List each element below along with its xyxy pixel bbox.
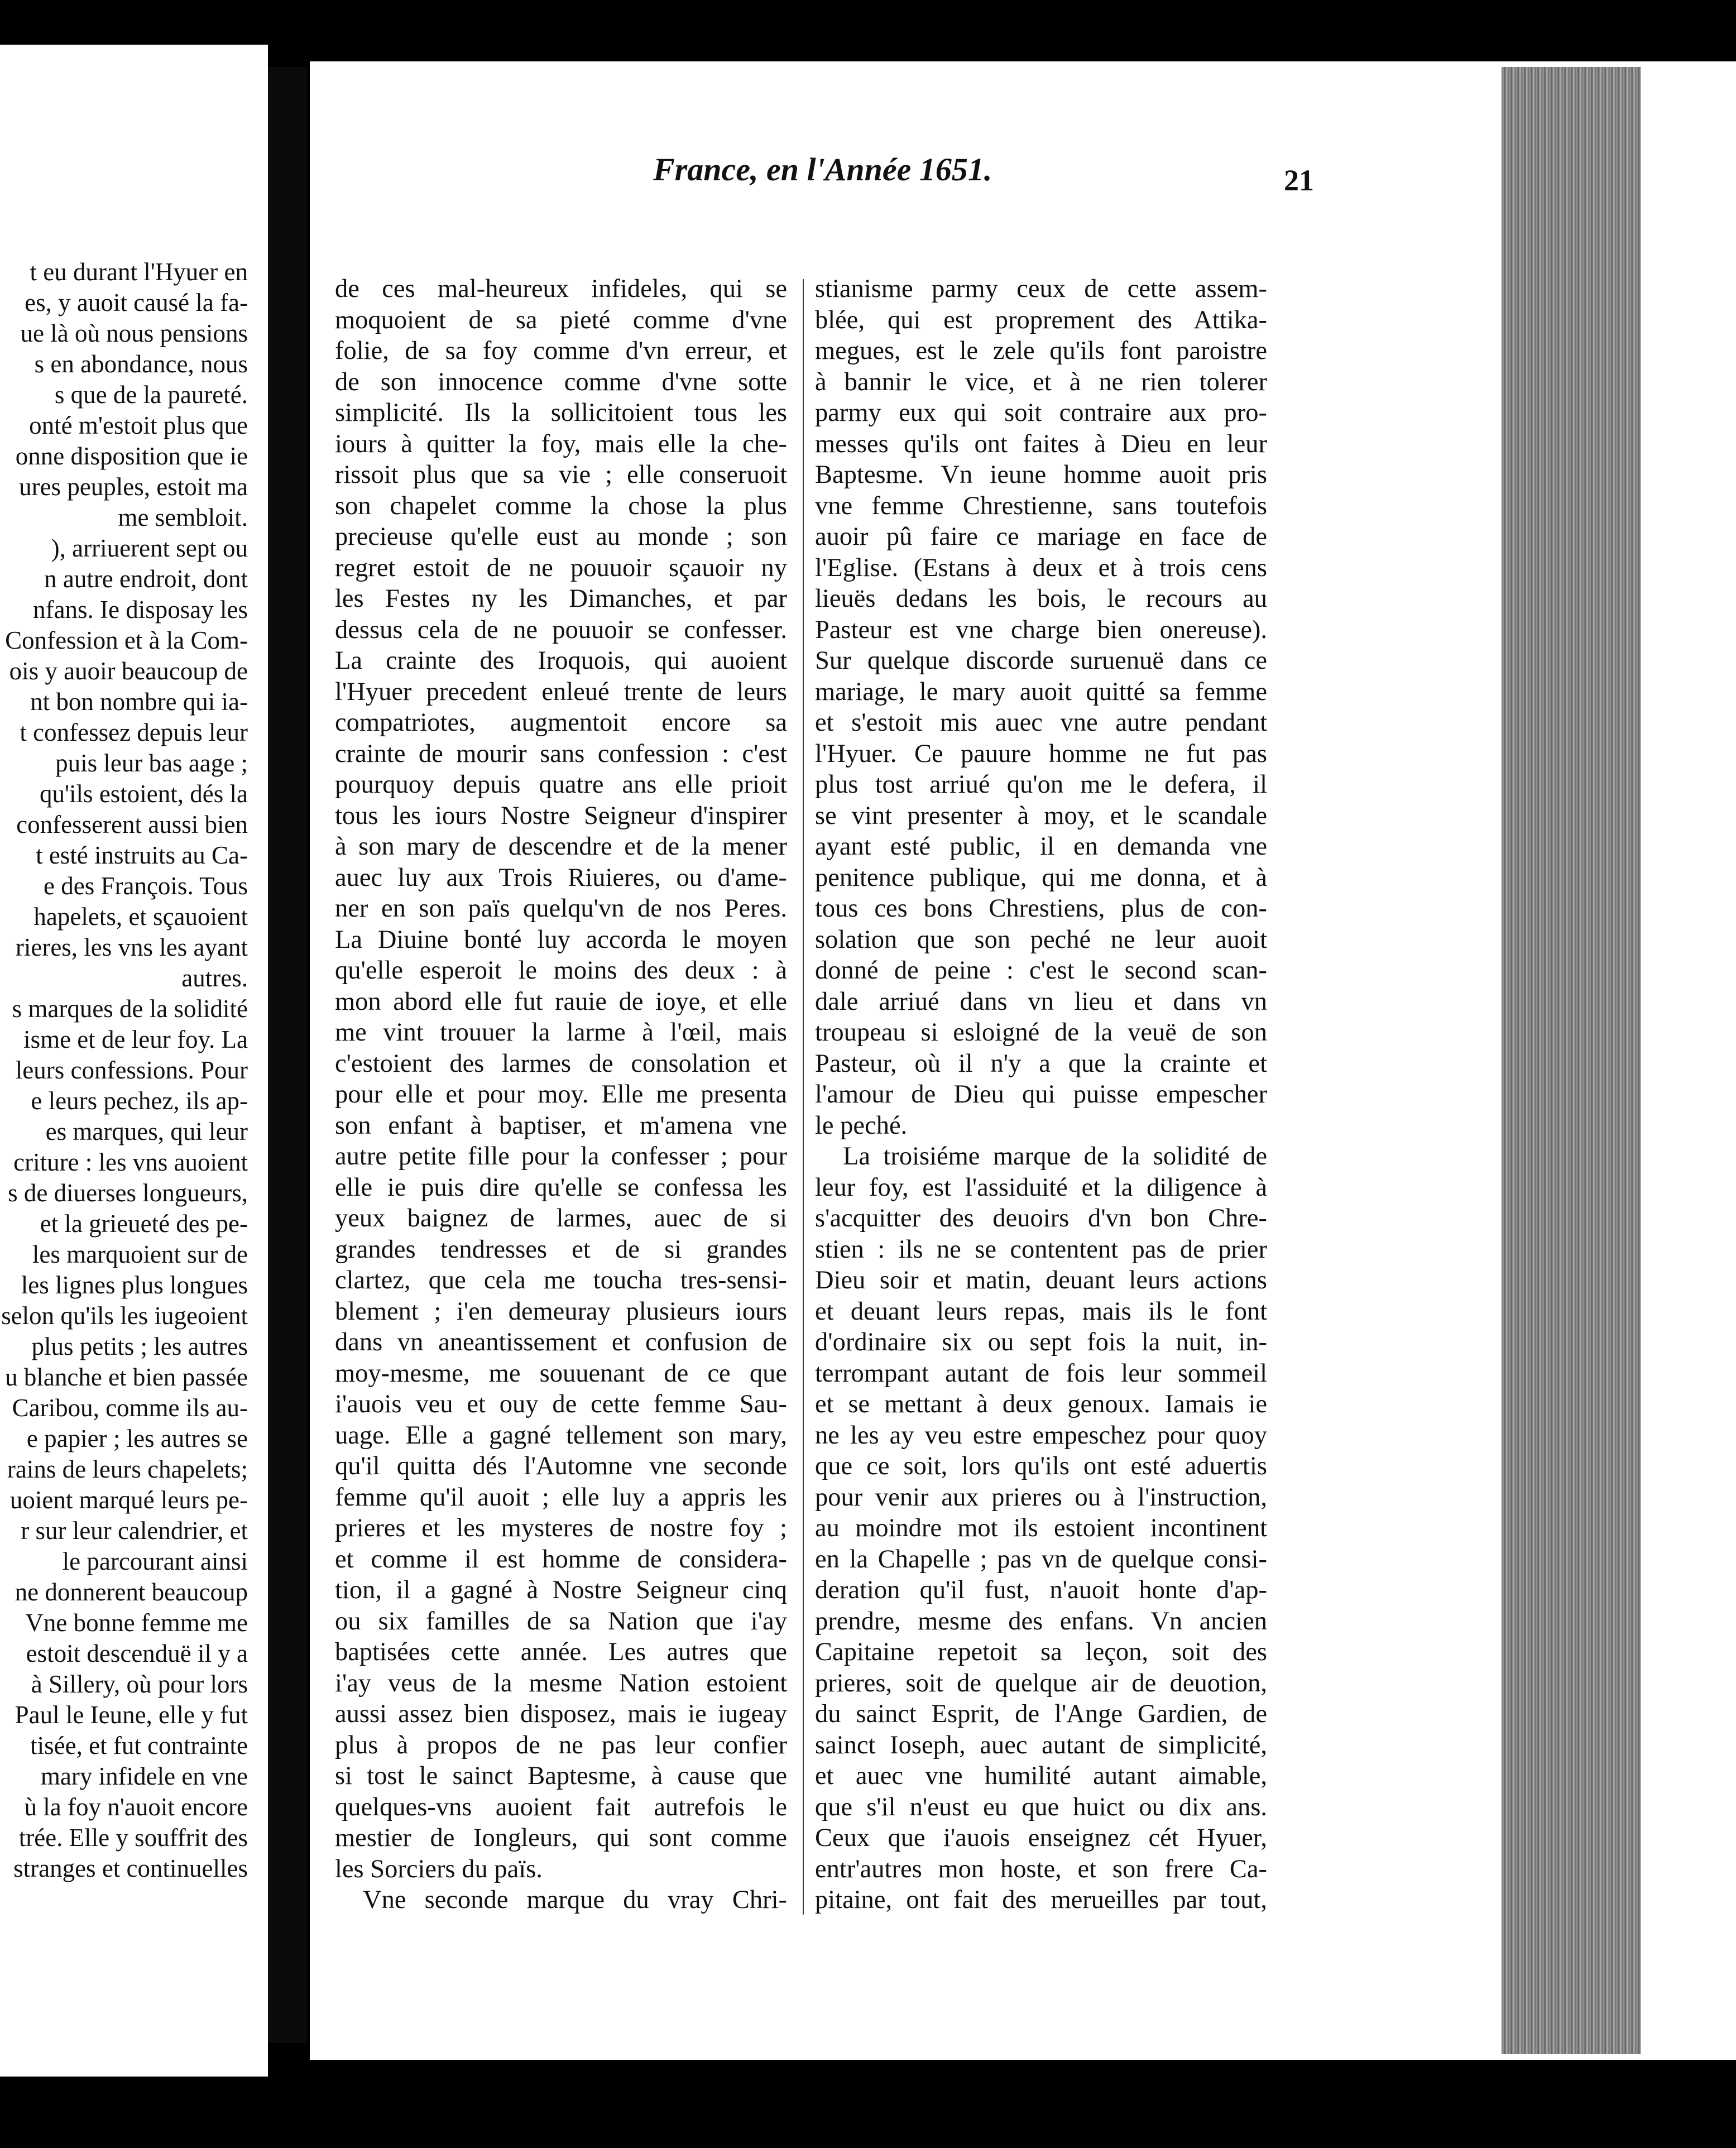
text-line: les Festes ny les Dimanches, et par — [335, 584, 787, 613]
text-line: criture : les vns auoient — [13, 1148, 248, 1176]
text-line: vne femme Chrestienne, sans toutefois — [815, 491, 1267, 520]
text-line: stranges et continuelles — [13, 1854, 248, 1882]
text-line: tion, il a gagné à Nostre Seigneur cinq — [335, 1576, 787, 1604]
text-line: ois y auoir beaucoup de — [9, 657, 248, 685]
text-line: moquoient de sa pieté comme d'vne — [335, 305, 787, 334]
text-line: simplicité. Ils la sollicitoient tous les — [335, 399, 787, 427]
text-line: Pasteur est vne charge bien onereuse). — [815, 615, 1267, 644]
text-line: e papier ; les autres se — [26, 1425, 248, 1452]
text-line: e des François. Tous — [44, 872, 248, 900]
text-line: uoient marqué leurs pe- — [9, 1486, 248, 1514]
text-line: les marquoient sur de — [32, 1240, 248, 1268]
text-line: qu'ils estoient, dés la — [39, 780, 248, 808]
text-column-left — [335, 274, 787, 1916]
text-line: Ceux que i'auois enseignez cét Hyuer, — [815, 1824, 1267, 1852]
text-line: isme et de leur foy. La — [23, 1025, 248, 1053]
text-line: auoir pû faire ce mariage en face de — [815, 522, 1267, 551]
text-line: et comme il est homme de considera- — [335, 1545, 787, 1574]
text-line: hapelets, et sçauoient — [33, 903, 248, 931]
text-line: mestier de Iongleurs, qui sont comme — [335, 1824, 787, 1852]
text-line: plus à propos de ne pas leur confier — [335, 1730, 787, 1759]
text-line: rissoit plus que sa vie ; elle conseruoit — [335, 461, 787, 489]
text-line: elle ie puis dire qu'elle se confessa les — [335, 1173, 787, 1202]
text-line: nfans. Ie disposay les — [33, 596, 248, 624]
text-line: auec luy aux Trois Riuieres, ou d'ame- — [335, 863, 787, 892]
text-line: et la grieueté des pe- — [40, 1210, 248, 1238]
text-line: stianisme parmy ceux de cette assem- — [815, 275, 1267, 303]
text-line: de ces mal-heureux infideles, qui se — [335, 275, 787, 303]
text-line: l'amour de Dieu qui puisse empescher — [815, 1080, 1267, 1109]
text-line: plus tost arriué qu'on me le defera, il — [815, 770, 1267, 799]
text-line: en la Chapelle ; pas vn de quelque consi- — [815, 1545, 1267, 1574]
text-line: t eu durant l'Hyuer en — [30, 258, 248, 286]
text-line: Caribou, comme ils au- — [12, 1394, 248, 1422]
text-line: regret estoit de ne pouuoir sçauoir ny — [335, 553, 787, 582]
text-line: son enfant à baptiser, et m'amena vne — [335, 1111, 787, 1140]
text-line: et s'estoit mis auec vne autre pendant — [815, 708, 1267, 737]
text-line: leurs confessions. Pour — [15, 1056, 248, 1084]
text-line: Vne bonne femme me — [25, 1609, 248, 1637]
text-line: aussi assez bien disposez, mais ie iugeay — [335, 1700, 787, 1728]
text-line: ayant esté public, il en demanda vne — [815, 832, 1267, 861]
text-line: crainte de mourir sans confession : c'est — [335, 739, 787, 768]
text-line: les Sorciers du païs. — [335, 1854, 543, 1883]
text-line: que s'il n'eust eu que huict ou dix ans. — [815, 1792, 1267, 1821]
text-line: iours à quitter la foy, mais elle la che- — [335, 429, 787, 458]
text-line: mariage, le mary auoit quitté sa femme — [815, 677, 1267, 706]
text-line: i'auois veu et ouy de cette femme Sau- — [335, 1390, 787, 1418]
page-edges — [1502, 67, 1641, 2054]
text-line: blée, qui est proprement des Attika- — [815, 305, 1267, 334]
text-line: ne les ay veu estre empeschez pour quoy — [815, 1421, 1267, 1450]
text-line: precieuse qu'elle eust au monde ; son — [335, 522, 787, 551]
text-line: onne disposition que ie — [15, 442, 248, 470]
text-line: pour elle et pour moy. Elle me presenta — [335, 1080, 787, 1109]
text-line: pourquoy depuis quatre ans elle prioit — [335, 770, 787, 799]
text-line: Pasteur, où il n'y a que la crainte et — [815, 1049, 1267, 1078]
text-line: autres. — [181, 964, 248, 992]
text-line: es, y auoit causé la fa- — [25, 289, 248, 317]
text-line: à bannir le vice, et à ne rien tolerer — [815, 367, 1267, 396]
text-line: dans vn aneantissement et confusion de — [335, 1328, 787, 1356]
text-line: La crainte des Iroquois, qui auoient — [335, 646, 787, 675]
text-line: qu'il quitta dés l'Automne vne seconde — [335, 1452, 787, 1480]
text-line: mon abord elle fut rauie de ioye, et elle — [335, 987, 787, 1016]
text-line: femme qu'il auoit ; elle luy a appris les — [335, 1483, 787, 1512]
text-line: Paul le Ieune, elle y fut — [15, 1701, 248, 1729]
facing-page-text — [0, 257, 248, 1884]
text-line: autre petite fille pour la confesser ; pour — [335, 1142, 787, 1171]
text-line: uage. Elle a gagné tellement son mary, — [335, 1421, 787, 1450]
text-line: i'ay veus de la mesme Nation estoient — [335, 1668, 787, 1698]
text-line: u blanche et bien passée — [5, 1363, 248, 1391]
text-line: stien : ils ne se contentent pas de prier — [815, 1235, 1267, 1264]
text-line: baptisées cette année. Les autres que — [335, 1638, 787, 1666]
text-line: t confessez depuis leur — [20, 718, 248, 746]
text-line: es marques, qui leur — [45, 1118, 248, 1145]
text-line: solation que son peché ne leur auoit — [815, 925, 1267, 954]
text-line: prieres et les mysteres de nostre foy ; — [335, 1514, 787, 1542]
text-line: leur foy, est l'assiduité et la diligence à — [815, 1173, 1267, 1202]
text-line: d'ordinaire six ou sept fois la nuit, in- — [815, 1328, 1267, 1356]
text-line: mary infidele en vne — [40, 1762, 248, 1790]
text-line: clartez, que cela me toucha tres-sensi- — [335, 1266, 787, 1294]
text-line: La troisiéme marque de la solidité de — [843, 1142, 1267, 1171]
text-line: messes qu'ils ont faites à Dieu en leur — [815, 429, 1267, 458]
text-line: r sur leur calendrier, et — [21, 1517, 248, 1545]
text-line: grandes tendresses et de si grandes — [335, 1235, 787, 1264]
text-line: l'Eglise. (Estans à deux et à trois cens — [815, 553, 1267, 582]
text-line: rieres, les vns les ayant — [15, 933, 248, 961]
text-line: n autre endroit, dont — [44, 565, 248, 593]
text-line: se vint presenter à moy, et le scandale — [815, 801, 1267, 830]
text-line: du sainct Esprit, de l'Ange Gardien, de — [815, 1700, 1267, 1728]
text-line: ), arriuerent sept ou — [51, 534, 248, 562]
text-line: onté m'estoit plus que — [29, 411, 248, 439]
text-line: s que de la paureté. — [54, 381, 248, 409]
text-line: et auec vne humilité autant aimable, — [815, 1762, 1267, 1790]
text-line: me vint trouuer la larme à l'œil, mais — [335, 1018, 787, 1047]
text-line: quelques-vns auoient fait autrefois le — [335, 1792, 787, 1821]
text-line: blement ; i'en demeuray plusieurs iours — [335, 1297, 787, 1326]
text-line: tisée, et fut contrainte — [30, 1732, 248, 1759]
text-line: megues, est le zele qu'ils font paroistre — [815, 337, 1267, 365]
text-line: plus petits ; les autres — [31, 1332, 248, 1360]
text-line: compatriotes, augmentoit encore sa — [335, 708, 787, 737]
text-line: à Sillery, où pour lors — [31, 1670, 248, 1698]
text-line: Vne seconde marque du vray Chri- — [363, 1886, 787, 1914]
page-number: 21 — [1284, 164, 1314, 197]
text-line: confesserent aussi bien — [16, 811, 248, 838]
text-column-right — [815, 274, 1267, 1916]
page-margin-right — [1641, 78, 1680, 2043]
text-line: ù la foy n'auoit encore — [24, 1793, 248, 1821]
text-line: terrompant autant de fois leur sommeil — [815, 1359, 1267, 1388]
text-line: au moindre mot ils estoient incontinent — [815, 1514, 1267, 1542]
text-line: l'Hyuer. Ce pauure homme ne fut pas — [815, 739, 1267, 768]
text-line: s en abondance, nous — [34, 350, 248, 378]
text-line: c'estoient des larmes de consolation et — [335, 1049, 787, 1078]
text-line: de son innocence comme d'vne sotte — [335, 367, 787, 396]
text-line: moy-mesme, me souuenant de ce que — [335, 1359, 787, 1388]
text-line: l'Hyuer precedent enleué trente de leurs — [335, 677, 787, 706]
text-line: entr'autres mon hoste, et son frere Ca- — [815, 1854, 1267, 1883]
text-line: rains de leurs chapelets; — [7, 1455, 248, 1483]
text-line: Confession et à la Com- — [5, 626, 248, 654]
text-line: estoit descenduë il y a — [26, 1639, 248, 1667]
text-line: à son mary de descendre et de la mener — [335, 832, 787, 861]
text-line: si tost le sainct Baptesme, à cause que — [335, 1762, 787, 1790]
text-line: ou six familles de sa Nation que i'ay — [335, 1607, 787, 1636]
text-line: tous les iours Nostre Seigneur d'inspirer — [335, 801, 787, 830]
text-line: tous ces bons Chrestiens, plus de con- — [815, 894, 1267, 923]
text-line: e leurs pechez, ils ap- — [31, 1087, 248, 1115]
text-line: que ce soit, lors qu'ils ont esté aduertis — [815, 1452, 1267, 1480]
running-head: France, en l'Année 1651. — [653, 151, 992, 188]
text-line: puis leur bas aage ; — [55, 749, 248, 777]
text-line: prieres, soit de quelque air de deuotion, — [815, 1668, 1267, 1698]
text-line: penitence publique, qui me donna, et à — [815, 863, 1267, 892]
facing-page-fragment — [0, 45, 268, 2077]
text-line: yeux baignez de larmes, auec de si — [335, 1204, 787, 1233]
text-line: qu'elle esperoit le moins des deux : à — [335, 956, 787, 985]
text-line: nt bon nombre qui ia- — [30, 688, 248, 716]
text-line: Dieu soir et matin, deuant leurs actions — [815, 1266, 1267, 1294]
text-line: s marques de la solidité — [12, 995, 248, 1023]
text-line: Sur quelque discorde suruenuë dans ce — [815, 646, 1267, 675]
text-line: deration qu'il fust, n'auoit honte d'ap- — [815, 1576, 1267, 1604]
text-line: La Diuine bonté luy accorda le moyen — [335, 925, 787, 954]
column-rule — [803, 279, 804, 1915]
text-line: pitaine, ont fait des merueilles par tout, — [815, 1886, 1267, 1914]
text-line: ner en son païs quelqu'vn de nos Peres. — [335, 894, 787, 923]
text-line: t esté instruits au Ca- — [36, 841, 248, 869]
text-line: Baptesme. Vn ieune homme auoit pris — [815, 461, 1267, 489]
text-line: dale arriué dans vn lieu et dans vn — [815, 987, 1267, 1016]
text-line: pour venir aux prieres ou à l'instruction, — [815, 1483, 1267, 1512]
text-line: troupeau si esloigné de la veuë de son — [815, 1018, 1267, 1047]
text-line: et deuant leurs repas, mais ils le font — [815, 1297, 1267, 1326]
text-line: le peché. — [815, 1111, 908, 1140]
text-line: me sembloit. — [118, 504, 248, 531]
text-line: ne donnerent beaucoup — [15, 1578, 248, 1606]
text-line: parmy eux qui soit contraire aux pro- — [815, 399, 1267, 427]
text-line: Capitaine repetoit sa leçon, soit des — [815, 1638, 1267, 1666]
text-line: son chapelet comme la chose la plus — [335, 491, 787, 520]
text-line: selon qu'ils les iugeoient — [1, 1302, 248, 1330]
text-line: le parcourant ainsi — [62, 1547, 248, 1575]
text-line: prendre, mesme des enfans. Vn ancien — [815, 1607, 1267, 1636]
text-line: les lignes plus longues — [21, 1271, 248, 1299]
text-line: s'acquitter des deuoirs d'vn bon Chre- — [815, 1204, 1267, 1233]
text-line: s de diuerses longueurs, — [8, 1179, 248, 1207]
text-line: donné de peine : c'est le second scan- — [815, 956, 1267, 985]
text-line: dessus cela de ne pouuoir se confesser. — [335, 615, 787, 644]
text-line: ures peuples, estoit ma — [19, 473, 248, 501]
text-line: ue là où nous pensions — [20, 319, 248, 347]
book-gutter — [268, 67, 307, 2043]
text-line: lieuës dedans les bois, le recours au — [815, 584, 1267, 613]
text-line: sainct Ioseph, auec autant de simplicité, — [815, 1730, 1267, 1759]
text-line: et se mettant à deux genoux. Iamais ie — [815, 1390, 1267, 1418]
text-line: trée. Elle y souffrit des — [18, 1824, 248, 1852]
text-line: folie, de sa foy comme d'vn erreur, et — [335, 337, 787, 365]
